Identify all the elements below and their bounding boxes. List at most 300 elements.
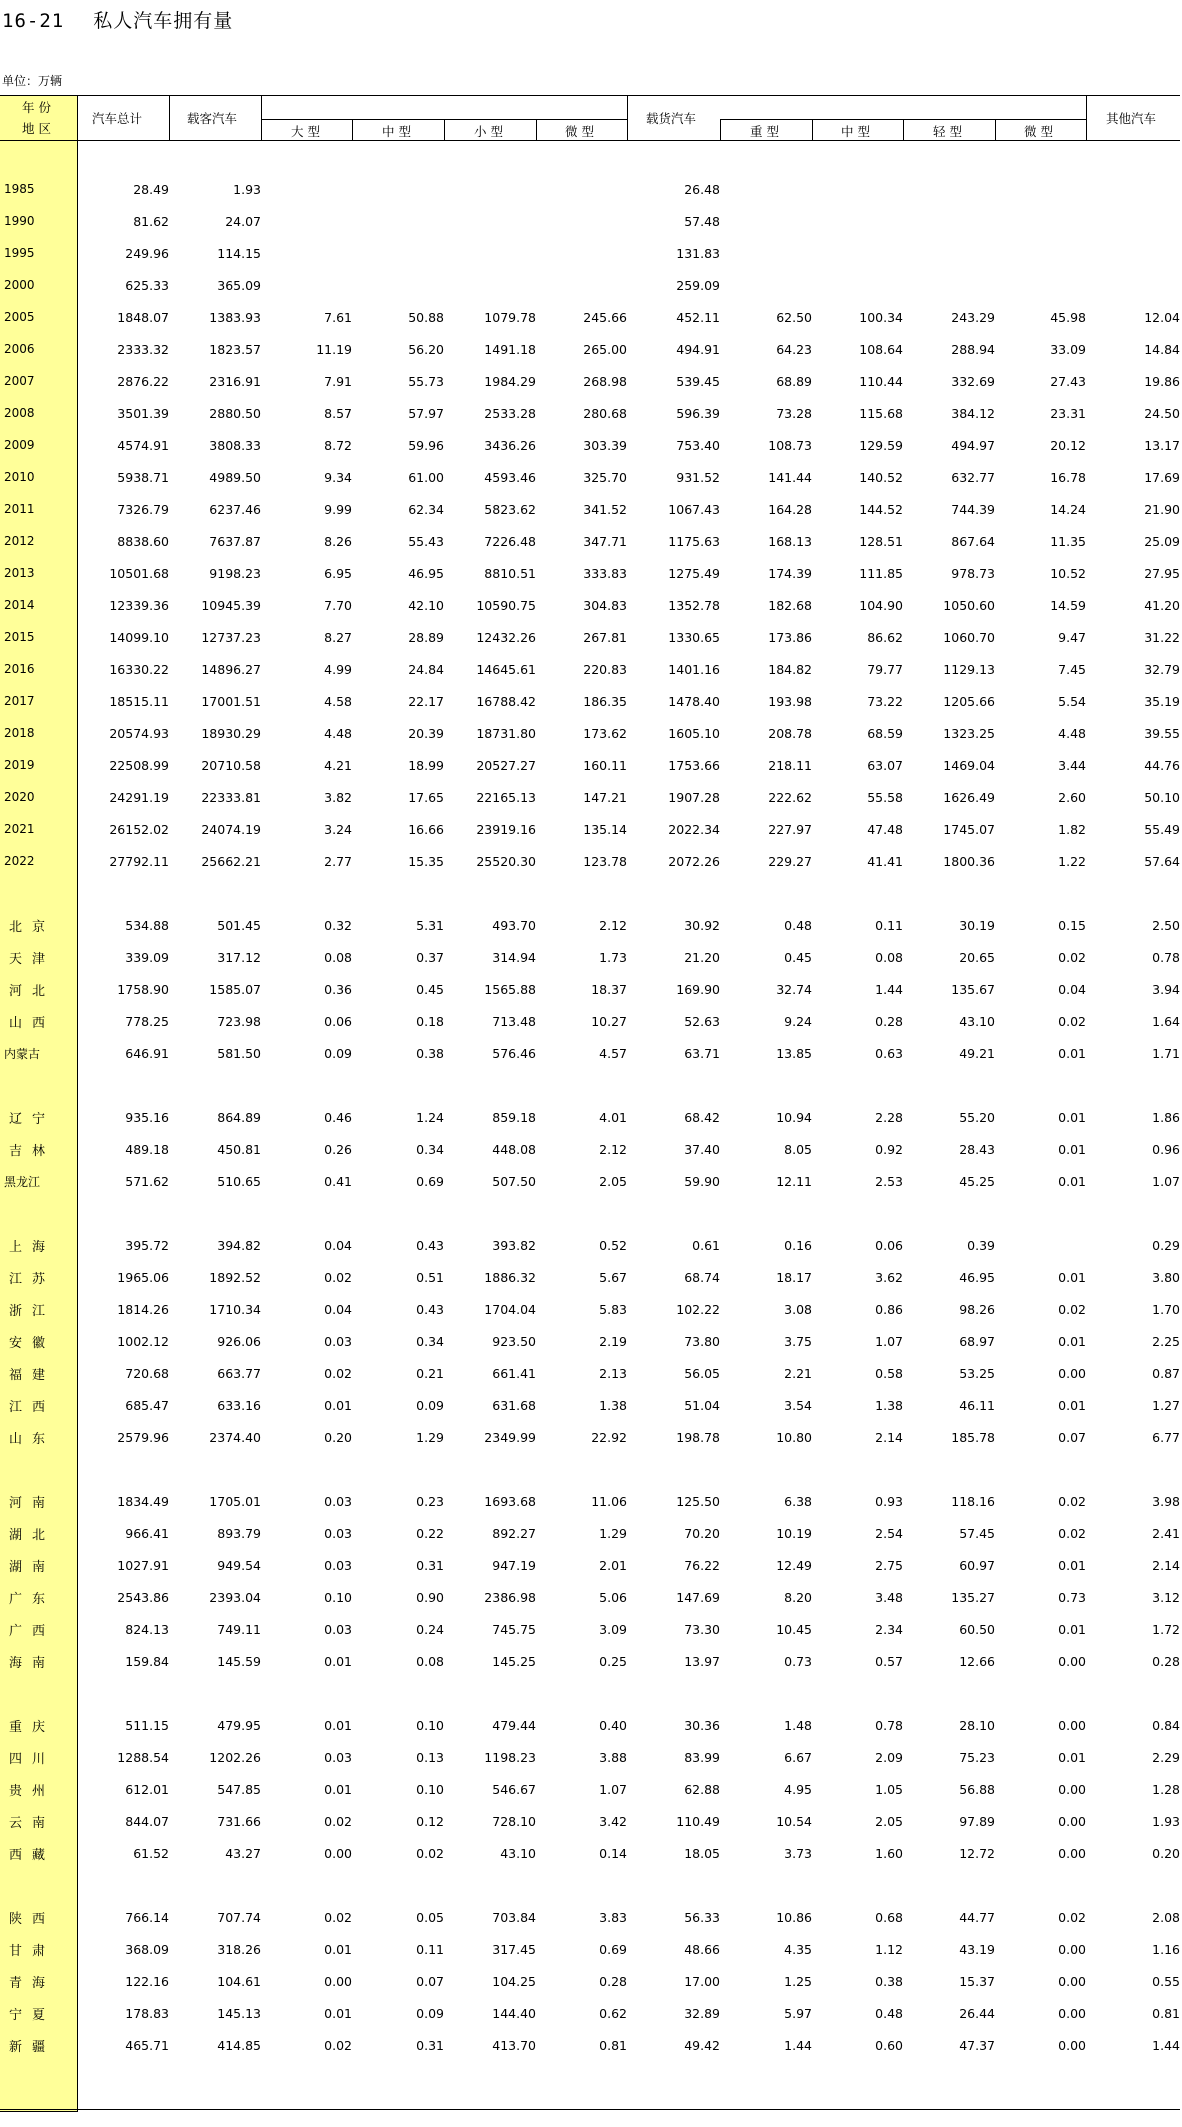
value-cell: 14896.27 [201, 661, 261, 677]
value-cell: 0.00 [1058, 1781, 1086, 1797]
value-cell: 0.00 [1058, 1813, 1086, 1829]
value-cell: 259.09 [676, 277, 720, 293]
year-label: 2006 [4, 342, 35, 356]
value-cell: 68.42 [684, 1109, 720, 1125]
value-cell: 27792.11 [109, 853, 169, 869]
value-cell: 1.22 [1058, 853, 1086, 869]
value-cell: 13.17 [1144, 437, 1180, 453]
header-top-rule [0, 95, 1180, 96]
value-cell: 1710.34 [209, 1301, 261, 1317]
value-cell: 859.18 [492, 1109, 536, 1125]
value-cell: 14.84 [1144, 341, 1180, 357]
value-cell: 2.60 [1058, 789, 1086, 805]
value-cell [903, 205, 995, 237]
year-label: 2022 [4, 854, 35, 868]
year-row [0, 301, 1180, 333]
value-cell: 16.78 [1050, 469, 1086, 485]
spacer-cell [0, 1069, 1180, 1101]
header-freight-heavy: 重 型 [750, 124, 779, 139]
region-label: 湖南 [9, 1559, 56, 1575]
spacer-row [0, 1453, 1180, 1485]
value-cell: 0.24 [416, 1621, 444, 1637]
value-cell: 18.99 [408, 757, 444, 773]
value-cell: 2.21 [784, 1365, 812, 1381]
value-cell [995, 237, 1086, 269]
value-cell: 0.86 [875, 1301, 903, 1317]
value-cell: 79.77 [867, 661, 903, 677]
value-cell: 63.71 [684, 1045, 720, 1061]
value-cell: 15.37 [959, 1973, 995, 1989]
value-cell: 1383.93 [209, 309, 261, 325]
value-cell: 10.45 [776, 1621, 812, 1637]
year-label: 2007 [4, 374, 35, 388]
value-cell: 135.27 [951, 1589, 995, 1605]
value-cell: 122.16 [125, 1973, 169, 1989]
value-cell: 20.39 [408, 725, 444, 741]
value-cell: 465.71 [125, 2037, 169, 2053]
region-row [0, 1933, 1180, 1965]
value-cell: 21.90 [1144, 501, 1180, 517]
value-cell: 7637.87 [209, 533, 261, 549]
value-cell: 365.09 [217, 277, 261, 293]
value-cell: 4.58 [324, 693, 352, 709]
value-cell: 0.21 [416, 1365, 444, 1381]
value-cell: 28.43 [959, 1141, 995, 1157]
value-cell: 23919.16 [476, 821, 536, 837]
value-cell: 104.25 [492, 1973, 536, 1989]
value-cell: 596.39 [676, 405, 720, 421]
value-cell: 0.90 [416, 1589, 444, 1605]
value-cell: 317.12 [217, 949, 261, 965]
value-cell: 26.48 [684, 181, 720, 197]
value-cell: 2.14 [1152, 1557, 1180, 1573]
year-label: 2011 [4, 502, 35, 516]
header-divider [903, 119, 904, 140]
value-cell: 2022.34 [668, 821, 720, 837]
value-cell: 10.27 [591, 1013, 627, 1029]
value-cell: 2579.96 [117, 1429, 169, 1445]
value-cell: 0.28 [875, 1013, 903, 1029]
value-cell: 581.50 [217, 1045, 261, 1061]
value-cell: 325.70 [583, 469, 627, 485]
value-cell [352, 205, 444, 237]
value-cell: 0.00 [1058, 1717, 1086, 1733]
value-cell: 0.55 [1152, 1973, 1180, 1989]
region-row [0, 941, 1180, 973]
value-cell: 0.01 [324, 1781, 352, 1797]
value-cell: 1.07 [599, 1781, 627, 1797]
value-cell: 24291.19 [109, 789, 169, 805]
header-divider [261, 95, 262, 140]
value-cell: 0.41 [324, 1173, 352, 1189]
value-cell: 661.41 [492, 1365, 536, 1381]
value-cell: 2.77 [324, 853, 352, 869]
value-cell: 0.01 [1058, 1173, 1086, 1189]
value-cell: 1.07 [1152, 1173, 1180, 1189]
value-cell: 0.87 [1152, 1365, 1180, 1381]
value-cell: 3.08 [784, 1301, 812, 1317]
region-label: 山西 [9, 1015, 56, 1031]
value-cell: 10.86 [776, 1909, 812, 1925]
value-cell: 6.38 [784, 1493, 812, 1509]
region-label: 云南 [9, 1815, 56, 1831]
value-cell: 14.59 [1050, 597, 1086, 613]
value-cell: 2.41 [1152, 1525, 1180, 1541]
value-cell: 145.13 [217, 2005, 261, 2021]
year-label: 2008 [4, 406, 35, 420]
value-cell: 576.46 [492, 1045, 536, 1061]
value-cell: 1330.65 [668, 629, 720, 645]
value-cell: 129.59 [859, 437, 903, 453]
value-cell: 393.82 [492, 1237, 536, 1253]
value-cell: 43.10 [500, 1845, 536, 1861]
value-cell: 1275.49 [668, 565, 720, 581]
value-cell: 4.01 [599, 1109, 627, 1125]
value-cell: 32.79 [1144, 661, 1180, 677]
value-cell: 30.36 [684, 1717, 720, 1733]
value-cell: 97.89 [959, 1813, 995, 1829]
value-cell [536, 173, 627, 205]
value-cell: 104.90 [859, 597, 903, 613]
header-total: 汽车总计 [92, 111, 143, 126]
value-cell: 1323.25 [943, 725, 995, 741]
value-cell: 0.01 [324, 1397, 352, 1413]
value-cell: 1907.28 [668, 789, 720, 805]
value-cell: 59.96 [408, 437, 444, 453]
value-cell: 55.20 [959, 1109, 995, 1125]
region-row [0, 1485, 1180, 1517]
region-label: 广西 [9, 1623, 56, 1639]
value-cell: 0.36 [324, 981, 352, 997]
value-cell: 28.49 [133, 181, 169, 197]
value-cell: 0.02 [324, 1909, 352, 1925]
value-cell [1086, 173, 1180, 205]
value-cell: 8.27 [324, 629, 352, 645]
value-cell: 494.97 [951, 437, 995, 453]
value-cell: 0.06 [324, 1013, 352, 1029]
value-cell: 2.05 [875, 1813, 903, 1829]
value-cell: 141.44 [768, 469, 812, 485]
value-cell: 3.09 [599, 1621, 627, 1637]
value-cell: 59.90 [684, 1173, 720, 1189]
table-title [2, 6, 233, 33]
value-cell: 534.88 [125, 917, 169, 933]
value-cell: 1.70 [1152, 1301, 1180, 1317]
value-cell: 0.14 [599, 1845, 627, 1861]
value-cell: 135.67 [951, 981, 995, 997]
value-cell: 1753.66 [668, 757, 720, 773]
value-cell: 0.48 [784, 917, 812, 933]
year-row [0, 557, 1180, 589]
value-cell: 62.88 [684, 1781, 720, 1797]
value-cell: 12.72 [959, 1845, 995, 1861]
value-cell: 47.37 [959, 2037, 995, 2053]
value-cell [261, 269, 352, 301]
region-label: 北京 [9, 919, 56, 935]
header-divider [1086, 95, 1087, 140]
value-cell: 46.95 [408, 565, 444, 581]
value-cell: 0.07 [1058, 1429, 1086, 1445]
year-row [0, 525, 1180, 557]
value-cell: 2316.91 [209, 373, 261, 389]
value-cell: 0.01 [1058, 1557, 1086, 1573]
header-divider [536, 119, 537, 140]
value-cell: 1834.49 [117, 1493, 169, 1509]
value-cell: 110.49 [676, 1813, 720, 1829]
value-cell: 68.97 [959, 1333, 995, 1349]
region-row [0, 2029, 1180, 2061]
header-divider [444, 119, 445, 140]
value-cell: 0.69 [599, 1941, 627, 1957]
value-cell: 20.65 [959, 949, 995, 965]
value-cell: 0.18 [416, 1013, 444, 1029]
value-cell: 1.24 [416, 1109, 444, 1125]
value-cell: 178.83 [125, 2005, 169, 2021]
value-cell: 0.39 [967, 1237, 995, 1253]
value-cell: 3.75 [784, 1333, 812, 1349]
value-cell: 0.12 [416, 1813, 444, 1829]
value-cell: 43.27 [225, 1845, 261, 1861]
year-row [0, 781, 1180, 813]
region-label: 山东 [9, 1431, 56, 1447]
value-cell: 1.07 [875, 1333, 903, 1349]
value-cell: 52.63 [684, 1013, 720, 1029]
value-cell: 0.00 [324, 1973, 352, 1989]
value-cell: 347.71 [583, 533, 627, 549]
value-cell: 1565.88 [484, 981, 536, 997]
value-cell: 893.79 [217, 1525, 261, 1541]
value-cell: 114.15 [217, 245, 261, 261]
value-cell: 28.10 [959, 1717, 995, 1733]
value-cell: 1.29 [416, 1429, 444, 1445]
value-cell: 8810.51 [484, 565, 536, 581]
value-cell: 923.50 [492, 1333, 536, 1349]
value-cell: 685.47 [125, 1397, 169, 1413]
value-cell: 510.65 [217, 1173, 261, 1189]
value-cell: 182.68 [768, 597, 812, 613]
value-cell: 7326.79 [117, 501, 169, 517]
value-cell: 339.09 [125, 949, 169, 965]
value-cell: 14.24 [1050, 501, 1086, 517]
value-cell [903, 173, 995, 205]
value-cell: 10.54 [776, 1813, 812, 1829]
value-cell: 245.66 [583, 309, 627, 325]
value-cell: 288.94 [951, 341, 995, 357]
value-cell: 0.03 [324, 1557, 352, 1573]
value-cell: 57.48 [684, 213, 720, 229]
value-cell: 0.92 [875, 1141, 903, 1157]
value-cell: 16330.22 [109, 661, 169, 677]
value-cell: 1198.23 [484, 1749, 536, 1765]
year-label: 2012 [4, 534, 35, 548]
value-cell: 2543.86 [117, 1589, 169, 1605]
value-cell: 32.89 [684, 2005, 720, 2021]
year-label: 1995 [4, 246, 35, 260]
value-cell: 720.68 [125, 1365, 169, 1381]
value-cell: 2.34 [875, 1621, 903, 1637]
value-cell: 39.55 [1144, 725, 1180, 741]
spacer-row [0, 1677, 1180, 1709]
region-label: 陕西 [9, 1911, 56, 1927]
value-cell: 0.60 [875, 2037, 903, 2053]
value-cell: 49.42 [684, 2037, 720, 2053]
year-row [0, 205, 1180, 237]
value-cell: 128.51 [859, 533, 903, 549]
value-cell: 60.97 [959, 1557, 995, 1573]
value-cell: 5938.71 [117, 469, 169, 485]
value-cell: 115.68 [859, 405, 903, 421]
value-cell: 448.08 [492, 1141, 536, 1157]
value-cell: 0.23 [416, 1493, 444, 1509]
value-cell: 0.00 [1058, 1973, 1086, 1989]
value-cell: 68.59 [867, 725, 903, 741]
value-cell: 108.64 [859, 341, 903, 357]
value-cell: 7.70 [324, 597, 352, 613]
value-cell: 0.43 [416, 1301, 444, 1317]
value-cell: 1693.68 [484, 1493, 536, 1509]
value-cell: 220.83 [583, 661, 627, 677]
value-cell: 0.63 [875, 1045, 903, 1061]
value-cell: 0.08 [875, 949, 903, 965]
value-cell: 4574.91 [117, 437, 169, 453]
header-divider [627, 95, 628, 140]
value-cell [1086, 269, 1180, 301]
value-cell: 11.06 [591, 1493, 627, 1509]
value-cell: 1352.78 [668, 597, 720, 613]
value-cell: 947.19 [492, 1557, 536, 1573]
value-cell: 0.11 [416, 1941, 444, 1957]
value-cell: 10.94 [776, 1109, 812, 1125]
value-cell: 0.01 [1058, 1109, 1086, 1125]
value-cell: 20.12 [1050, 437, 1086, 453]
region-row [0, 1389, 1180, 1421]
value-cell: 173.86 [768, 629, 812, 645]
value-cell: 243.29 [951, 309, 995, 325]
value-cell: 5.67 [599, 1269, 627, 1285]
value-cell: 16.66 [408, 821, 444, 837]
value-cell: 17.65 [408, 789, 444, 805]
value-cell: 169.90 [676, 981, 720, 997]
header-freight-medium: 中 型 [841, 124, 870, 139]
value-cell: 0.46 [324, 1109, 352, 1125]
value-cell: 0.01 [324, 1653, 352, 1669]
value-cell: 0.73 [1058, 1589, 1086, 1605]
value-cell: 2.14 [875, 1429, 903, 1445]
value-cell: 0.02 [324, 1813, 352, 1829]
value-cell: 1469.04 [943, 757, 995, 773]
value-cell: 489.18 [125, 1141, 169, 1157]
year-label: 2000 [4, 278, 35, 292]
header-passenger-mini: 微 型 [565, 124, 594, 139]
value-cell: 185.78 [951, 1429, 995, 1445]
value-cell: 11.19 [316, 341, 352, 357]
value-cell: 18.17 [776, 1269, 812, 1285]
value-cell: 18731.80 [476, 725, 536, 741]
value-cell: 1705.01 [209, 1493, 261, 1509]
value-cell: 23.31 [1050, 405, 1086, 421]
value-cell: 0.02 [1058, 949, 1086, 965]
value-cell: 0.31 [416, 1557, 444, 1573]
region-label: 新疆 [9, 2039, 56, 2055]
value-cell: 1401.16 [668, 661, 720, 677]
year-label: 1985 [4, 182, 35, 196]
value-cell: 926.06 [217, 1333, 261, 1349]
year-row [0, 717, 1180, 749]
header-divider [995, 119, 996, 140]
year-row [0, 397, 1180, 429]
value-cell: 22.92 [591, 1429, 627, 1445]
value-cell: 1202.26 [209, 1749, 261, 1765]
value-cell: 753.40 [676, 437, 720, 453]
value-cell: 703.84 [492, 1909, 536, 1925]
value-cell: 2.75 [875, 1557, 903, 1573]
value-cell: 2.12 [599, 917, 627, 933]
data-sheet [0, 95, 1180, 2110]
value-cell [812, 173, 903, 205]
value-cell: 511.15 [125, 1717, 169, 1733]
year-label: 2018 [4, 726, 35, 740]
value-cell: 110.44 [859, 373, 903, 389]
value-cell [1086, 205, 1180, 237]
value-cell: 1.38 [599, 1397, 627, 1413]
spacer-cell [0, 877, 1180, 909]
region-row [0, 1837, 1180, 1869]
value-cell: 0.00 [1058, 2037, 1086, 2053]
value-cell: 104.61 [217, 1973, 261, 1989]
value-cell: 4593.46 [484, 469, 536, 485]
value-cell: 1.44 [784, 2037, 812, 2053]
value-cell: 2349.99 [484, 1429, 536, 1445]
value-cell: 744.39 [951, 501, 995, 517]
value-cell: 10945.39 [201, 597, 261, 613]
value-cell: 731.66 [217, 1813, 261, 1829]
value-cell: 0.81 [599, 2037, 627, 2053]
value-cell: 778.25 [125, 1013, 169, 1029]
value-cell: 61.52 [133, 1845, 169, 1861]
region-row [0, 1037, 1180, 1069]
value-cell: 46.11 [959, 1397, 995, 1413]
value-cell: 2386.98 [484, 1589, 536, 1605]
year-row [0, 589, 1180, 621]
value-cell: 0.31 [416, 2037, 444, 2053]
value-cell: 17.69 [1144, 469, 1180, 485]
header-region: 地 区 [22, 121, 51, 136]
value-cell: 51.04 [684, 1397, 720, 1413]
value-cell [352, 269, 444, 301]
value-cell: 1965.06 [117, 1269, 169, 1285]
value-cell: 44.76 [1144, 757, 1180, 773]
value-cell: 452.11 [676, 309, 720, 325]
region-label: 江西 [9, 1399, 56, 1415]
region-label: 青海 [9, 1975, 56, 1991]
value-cell: 317.45 [492, 1941, 536, 1957]
spacer-cell [0, 1453, 1180, 1485]
value-cell: 1.82 [1058, 821, 1086, 837]
value-cell: 5823.62 [484, 501, 536, 517]
region-row [0, 1549, 1180, 1581]
value-cell: 4.21 [324, 757, 352, 773]
value-cell: 1050.60 [943, 597, 995, 613]
value-cell: 1.71 [1152, 1045, 1180, 1061]
spacer-row [0, 1869, 1180, 1901]
value-cell: 26.44 [959, 2005, 995, 2021]
spacer-row [0, 877, 1180, 909]
value-cell: 1002.12 [117, 1333, 169, 1349]
year-label: 2014 [4, 598, 35, 612]
header-other: 其他汽车 [1106, 111, 1157, 126]
value-cell: 1800.36 [943, 853, 995, 869]
value-cell: 0.51 [416, 1269, 444, 1285]
